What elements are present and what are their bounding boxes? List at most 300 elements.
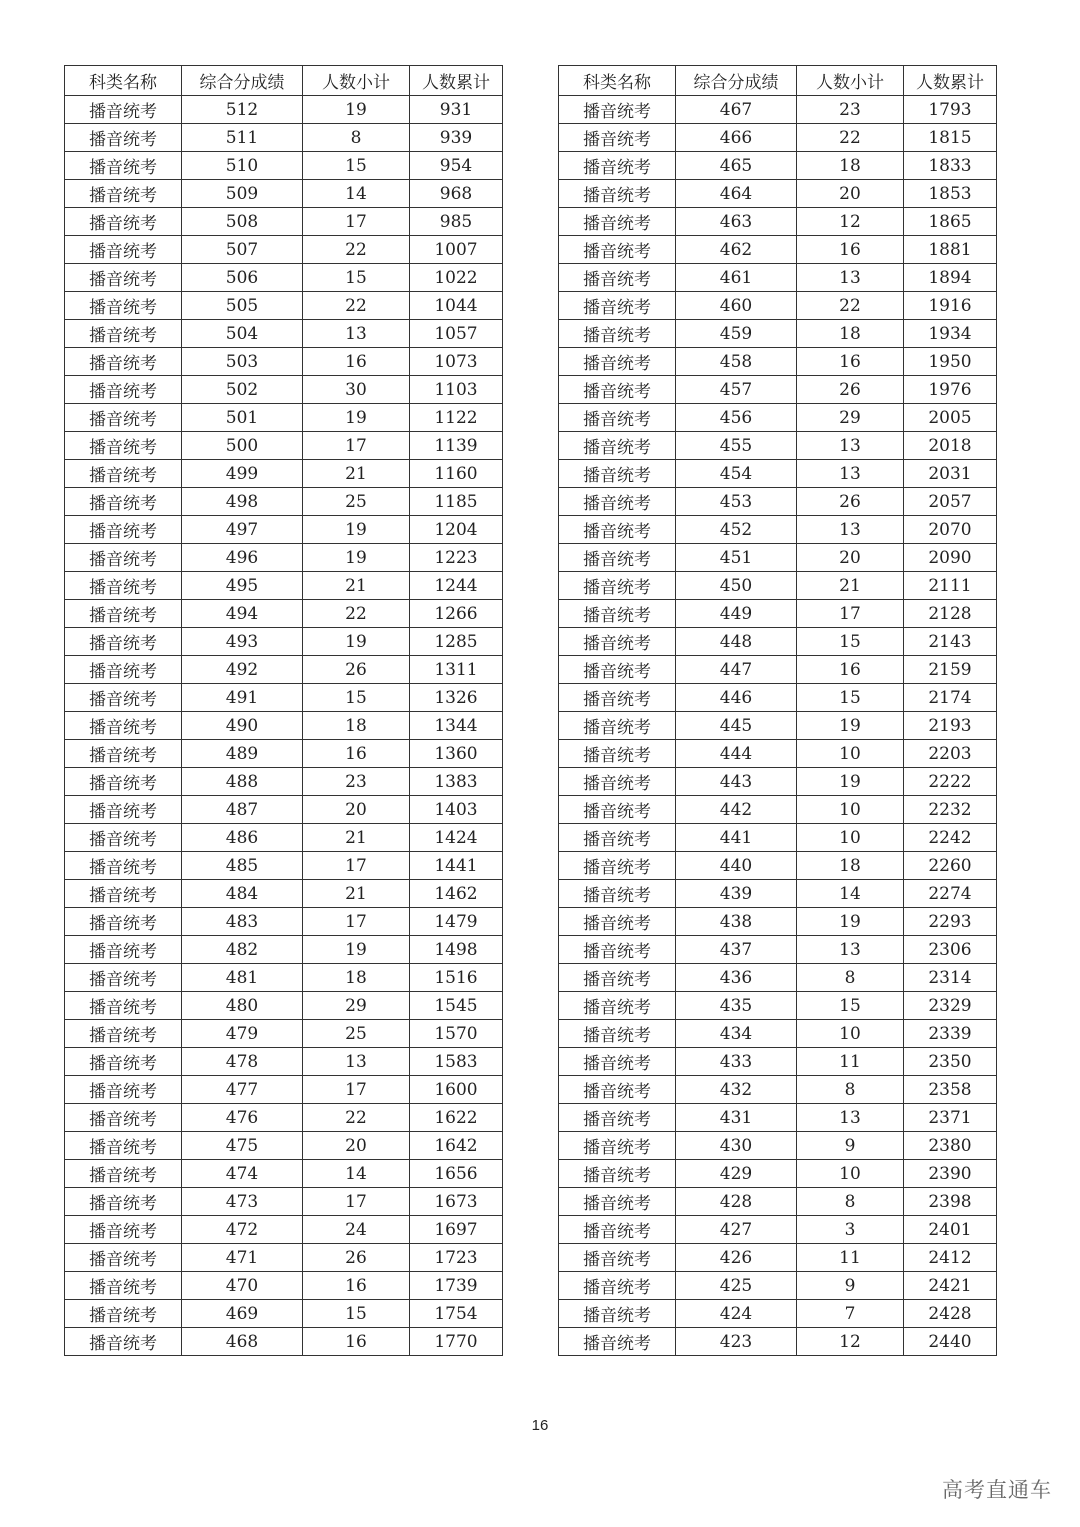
cell-category: 播音统考 bbox=[559, 1104, 676, 1132]
cell-cumulative: 2057 bbox=[904, 488, 997, 516]
cell-count: 19 bbox=[303, 516, 410, 544]
cell-cumulative: 2421 bbox=[904, 1272, 997, 1300]
cell-score: 443 bbox=[676, 768, 797, 796]
cell-category: 播音统考 bbox=[65, 1216, 182, 1244]
table-row bbox=[559, 264, 997, 292]
cell-category: 播音统考 bbox=[559, 1216, 676, 1244]
table-row bbox=[65, 600, 503, 628]
cell-score: 484 bbox=[182, 880, 303, 908]
cell-count: 16 bbox=[303, 740, 410, 768]
cell-count: 17 bbox=[303, 1076, 410, 1104]
cell-cumulative: 2398 bbox=[904, 1188, 997, 1216]
table-row bbox=[65, 740, 503, 768]
cell-count: 22 bbox=[303, 1104, 410, 1132]
cell-count: 19 bbox=[303, 936, 410, 964]
cell-count: 13 bbox=[797, 460, 904, 488]
cell-cumulative: 1044 bbox=[410, 292, 503, 320]
table-row bbox=[559, 376, 997, 404]
cell-category: 播音统考 bbox=[65, 516, 182, 544]
cell-cumulative: 2350 bbox=[904, 1048, 997, 1076]
cell-score: 485 bbox=[182, 852, 303, 880]
table-row bbox=[65, 1048, 503, 1076]
cell-cumulative: 1244 bbox=[410, 572, 503, 600]
cell-cumulative: 1934 bbox=[904, 320, 997, 348]
cell-category: 播音统考 bbox=[559, 292, 676, 320]
cell-cumulative: 1739 bbox=[410, 1272, 503, 1300]
cell-cumulative: 2128 bbox=[904, 600, 997, 628]
cell-score: 426 bbox=[676, 1244, 797, 1272]
cell-score: 473 bbox=[182, 1188, 303, 1216]
cell-cumulative: 1160 bbox=[410, 460, 503, 488]
cell-count: 15 bbox=[797, 992, 904, 1020]
cell-count: 22 bbox=[303, 600, 410, 628]
cell-category: 播音统考 bbox=[559, 1272, 676, 1300]
cell-cumulative: 1516 bbox=[410, 964, 503, 992]
header-cumulative: 人数累计 bbox=[410, 66, 503, 96]
cell-count: 26 bbox=[797, 376, 904, 404]
cell-category: 播音统考 bbox=[559, 880, 676, 908]
cell-count: 9 bbox=[797, 1132, 904, 1160]
cell-score: 459 bbox=[676, 320, 797, 348]
table-row bbox=[65, 1132, 503, 1160]
cell-cumulative: 2274 bbox=[904, 880, 997, 908]
cell-count: 22 bbox=[303, 236, 410, 264]
header-category: 科类名称 bbox=[65, 66, 182, 96]
cell-category: 播音统考 bbox=[65, 684, 182, 712]
cell-cumulative: 1570 bbox=[410, 1020, 503, 1048]
table-row bbox=[65, 208, 503, 236]
cell-category: 播音统考 bbox=[559, 600, 676, 628]
cell-count: 15 bbox=[303, 152, 410, 180]
cell-cumulative: 931 bbox=[410, 96, 503, 124]
cell-category: 播音统考 bbox=[65, 1132, 182, 1160]
cell-count: 23 bbox=[303, 768, 410, 796]
cell-score: 502 bbox=[182, 376, 303, 404]
table-row bbox=[65, 1188, 503, 1216]
table-row bbox=[65, 96, 503, 124]
cell-category: 播音统考 bbox=[65, 992, 182, 1020]
cell-cumulative: 2390 bbox=[904, 1160, 997, 1188]
cell-score: 458 bbox=[676, 348, 797, 376]
cell-cumulative: 1185 bbox=[410, 488, 503, 516]
cell-score: 475 bbox=[182, 1132, 303, 1160]
table-row bbox=[65, 460, 503, 488]
cell-score: 442 bbox=[676, 796, 797, 824]
table-row bbox=[559, 768, 997, 796]
cell-cumulative: 1894 bbox=[904, 264, 997, 292]
cell-count: 17 bbox=[303, 852, 410, 880]
cell-category: 播音统考 bbox=[559, 740, 676, 768]
header-score: 综合分成绩 bbox=[182, 66, 303, 96]
cell-cumulative: 1656 bbox=[410, 1160, 503, 1188]
cell-count: 8 bbox=[303, 124, 410, 152]
cell-category: 播音统考 bbox=[65, 348, 182, 376]
cell-score: 438 bbox=[676, 908, 797, 936]
cell-count: 9 bbox=[797, 1272, 904, 1300]
table-row bbox=[559, 236, 997, 264]
cell-cumulative: 1976 bbox=[904, 376, 997, 404]
watermark-text: 高考直通车 bbox=[942, 1478, 1052, 1502]
table-row bbox=[65, 152, 503, 180]
cell-category: 播音统考 bbox=[559, 1048, 676, 1076]
table-row bbox=[65, 292, 503, 320]
cell-cumulative: 1545 bbox=[410, 992, 503, 1020]
cell-category: 播音统考 bbox=[65, 1048, 182, 1076]
cell-count: 21 bbox=[303, 572, 410, 600]
cell-count: 10 bbox=[797, 1020, 904, 1048]
table-row bbox=[559, 348, 997, 376]
cell-score: 503 bbox=[182, 348, 303, 376]
cell-category: 播音统考 bbox=[65, 404, 182, 432]
cell-category: 播音统考 bbox=[65, 1300, 182, 1328]
cell-count: 3 bbox=[797, 1216, 904, 1244]
cell-cumulative: 2401 bbox=[904, 1216, 997, 1244]
table-row bbox=[65, 404, 503, 432]
cell-count: 13 bbox=[797, 936, 904, 964]
table-row bbox=[559, 1076, 997, 1104]
score-table-right bbox=[558, 65, 997, 1356]
cell-count: 15 bbox=[303, 264, 410, 292]
cell-score: 500 bbox=[182, 432, 303, 460]
cell-count: 13 bbox=[797, 432, 904, 460]
cell-score: 425 bbox=[676, 1272, 797, 1300]
table-row bbox=[65, 1328, 503, 1356]
cell-score: 464 bbox=[676, 180, 797, 208]
cell-score: 490 bbox=[182, 712, 303, 740]
cell-count: 26 bbox=[303, 656, 410, 684]
table-row bbox=[65, 1216, 503, 1244]
cell-score: 471 bbox=[182, 1244, 303, 1272]
cell-score: 432 bbox=[676, 1076, 797, 1104]
cell-category: 播音统考 bbox=[65, 264, 182, 292]
cell-score: 433 bbox=[676, 1048, 797, 1076]
cell-score: 508 bbox=[182, 208, 303, 236]
cell-score: 429 bbox=[676, 1160, 797, 1188]
cell-category: 播音统考 bbox=[65, 180, 182, 208]
table-row bbox=[65, 1076, 503, 1104]
cell-category: 播音统考 bbox=[65, 1104, 182, 1132]
cell-count: 22 bbox=[303, 292, 410, 320]
cell-cumulative: 1865 bbox=[904, 208, 997, 236]
cell-category: 播音统考 bbox=[559, 208, 676, 236]
cell-cumulative: 1916 bbox=[904, 292, 997, 320]
cell-count: 21 bbox=[303, 880, 410, 908]
cell-cumulative: 2222 bbox=[904, 768, 997, 796]
cell-score: 507 bbox=[182, 236, 303, 264]
cell-category: 播音统考 bbox=[559, 1160, 676, 1188]
cell-category: 播音统考 bbox=[65, 152, 182, 180]
cell-score: 488 bbox=[182, 768, 303, 796]
cell-cumulative: 1673 bbox=[410, 1188, 503, 1216]
cell-cumulative: 2293 bbox=[904, 908, 997, 936]
cell-count: 21 bbox=[797, 572, 904, 600]
cell-cumulative: 1600 bbox=[410, 1076, 503, 1104]
cell-count: 16 bbox=[797, 656, 904, 684]
table-row bbox=[65, 180, 503, 208]
cell-score: 441 bbox=[676, 824, 797, 852]
cell-cumulative: 2380 bbox=[904, 1132, 997, 1160]
cell-category: 播音统考 bbox=[559, 124, 676, 152]
cell-score: 509 bbox=[182, 180, 303, 208]
cell-cumulative: 2339 bbox=[904, 1020, 997, 1048]
cell-score: 483 bbox=[182, 908, 303, 936]
cell-category: 播音统考 bbox=[65, 824, 182, 852]
cell-category: 播音统考 bbox=[559, 320, 676, 348]
table-row bbox=[559, 460, 997, 488]
table-row bbox=[65, 236, 503, 264]
cell-cumulative: 2090 bbox=[904, 544, 997, 572]
cell-category: 播音统考 bbox=[559, 964, 676, 992]
cell-score: 427 bbox=[676, 1216, 797, 1244]
cell-category: 播音统考 bbox=[65, 600, 182, 628]
cell-score: 510 bbox=[182, 152, 303, 180]
header-count: 人数小计 bbox=[303, 66, 410, 96]
cell-count: 17 bbox=[303, 1188, 410, 1216]
cell-count: 10 bbox=[797, 824, 904, 852]
score-table-left bbox=[64, 65, 503, 1356]
cell-cumulative: 1204 bbox=[410, 516, 503, 544]
table-row bbox=[65, 488, 503, 516]
table-row bbox=[65, 1020, 503, 1048]
cell-score: 424 bbox=[676, 1300, 797, 1328]
table-row bbox=[559, 1188, 997, 1216]
table-row bbox=[65, 516, 503, 544]
table-row bbox=[559, 96, 997, 124]
cell-score: 482 bbox=[182, 936, 303, 964]
cell-count: 17 bbox=[303, 208, 410, 236]
cell-category: 播音统考 bbox=[559, 488, 676, 516]
table-row bbox=[65, 264, 503, 292]
cell-score: 493 bbox=[182, 628, 303, 656]
cell-score: 434 bbox=[676, 1020, 797, 1048]
table-row bbox=[559, 1216, 997, 1244]
table-row bbox=[559, 516, 997, 544]
cell-category: 播音统考 bbox=[559, 1300, 676, 1328]
cell-score: 440 bbox=[676, 852, 797, 880]
cell-cumulative: 968 bbox=[410, 180, 503, 208]
cell-count: 16 bbox=[303, 348, 410, 376]
cell-count: 11 bbox=[797, 1048, 904, 1076]
cell-cumulative: 1498 bbox=[410, 936, 503, 964]
cell-category: 播音统考 bbox=[559, 992, 676, 1020]
cell-score: 430 bbox=[676, 1132, 797, 1160]
table-row bbox=[559, 712, 997, 740]
cell-category: 播音统考 bbox=[559, 824, 676, 852]
cell-category: 播音统考 bbox=[65, 292, 182, 320]
cell-category: 播音统考 bbox=[65, 432, 182, 460]
table-row bbox=[559, 1272, 997, 1300]
cell-category: 播音统考 bbox=[559, 544, 676, 572]
cell-score: 447 bbox=[676, 656, 797, 684]
cell-count: 8 bbox=[797, 1188, 904, 1216]
cell-category: 播音统考 bbox=[65, 1076, 182, 1104]
cell-count: 14 bbox=[303, 180, 410, 208]
cell-cumulative: 1583 bbox=[410, 1048, 503, 1076]
table-row bbox=[65, 320, 503, 348]
cell-score: 449 bbox=[676, 600, 797, 628]
table-row bbox=[65, 432, 503, 460]
cell-count: 10 bbox=[797, 1160, 904, 1188]
cell-cumulative: 2018 bbox=[904, 432, 997, 460]
cell-score: 457 bbox=[676, 376, 797, 404]
table-row bbox=[559, 432, 997, 460]
cell-score: 470 bbox=[182, 1272, 303, 1300]
cell-category: 播音统考 bbox=[65, 208, 182, 236]
cell-score: 468 bbox=[182, 1328, 303, 1356]
cell-cumulative: 1403 bbox=[410, 796, 503, 824]
cell-category: 播音统考 bbox=[559, 1244, 676, 1272]
cell-cumulative: 1223 bbox=[410, 544, 503, 572]
cell-cumulative: 2371 bbox=[904, 1104, 997, 1132]
cell-cumulative: 2329 bbox=[904, 992, 997, 1020]
cell-score: 495 bbox=[182, 572, 303, 600]
cell-count: 21 bbox=[303, 460, 410, 488]
cell-category: 播音统考 bbox=[65, 544, 182, 572]
cell-category: 播音统考 bbox=[559, 1020, 676, 1048]
cell-category: 播音统考 bbox=[65, 1272, 182, 1300]
cell-score: 477 bbox=[182, 1076, 303, 1104]
table-row bbox=[65, 124, 503, 152]
cell-cumulative: 1462 bbox=[410, 880, 503, 908]
table-row bbox=[559, 320, 997, 348]
cell-cumulative: 1057 bbox=[410, 320, 503, 348]
cell-category: 播音统考 bbox=[65, 768, 182, 796]
cell-score: 431 bbox=[676, 1104, 797, 1132]
cell-cumulative: 2174 bbox=[904, 684, 997, 712]
cell-score: 446 bbox=[676, 684, 797, 712]
cell-count: 18 bbox=[797, 152, 904, 180]
cell-score: 450 bbox=[676, 572, 797, 600]
cell-score: 498 bbox=[182, 488, 303, 516]
cell-category: 播音统考 bbox=[65, 880, 182, 908]
cell-score: 491 bbox=[182, 684, 303, 712]
table-row bbox=[559, 796, 997, 824]
cell-score: 461 bbox=[676, 264, 797, 292]
cell-count: 14 bbox=[797, 880, 904, 908]
cell-category: 播音统考 bbox=[559, 628, 676, 656]
cell-count: 18 bbox=[303, 712, 410, 740]
cell-cumulative: 2440 bbox=[904, 1328, 997, 1356]
cell-count: 17 bbox=[303, 908, 410, 936]
cell-count: 21 bbox=[303, 824, 410, 852]
cell-category: 播音统考 bbox=[559, 1076, 676, 1104]
cell-cumulative: 954 bbox=[410, 152, 503, 180]
cell-score: 478 bbox=[182, 1048, 303, 1076]
cell-category: 播音统考 bbox=[65, 96, 182, 124]
cell-category: 播音统考 bbox=[65, 908, 182, 936]
cell-category: 播音统考 bbox=[559, 1328, 676, 1356]
header-category: 科类名称 bbox=[559, 66, 676, 96]
cell-category: 播音统考 bbox=[559, 404, 676, 432]
cell-score: 448 bbox=[676, 628, 797, 656]
cell-score: 460 bbox=[676, 292, 797, 320]
cell-count: 23 bbox=[797, 96, 904, 124]
cell-count: 19 bbox=[303, 544, 410, 572]
cell-score: 501 bbox=[182, 404, 303, 432]
cell-cumulative: 1326 bbox=[410, 684, 503, 712]
cell-score: 462 bbox=[676, 236, 797, 264]
table-row bbox=[65, 1300, 503, 1328]
cell-score: 476 bbox=[182, 1104, 303, 1132]
cell-category: 播音统考 bbox=[559, 684, 676, 712]
cell-cumulative: 2242 bbox=[904, 824, 997, 852]
cell-cumulative: 1479 bbox=[410, 908, 503, 936]
table-row bbox=[65, 768, 503, 796]
cell-score: 439 bbox=[676, 880, 797, 908]
cell-cumulative: 1697 bbox=[410, 1216, 503, 1244]
cell-cumulative: 1622 bbox=[410, 1104, 503, 1132]
cell-category: 播音统考 bbox=[559, 796, 676, 824]
cell-cumulative: 985 bbox=[410, 208, 503, 236]
cell-count: 22 bbox=[797, 292, 904, 320]
table-body-left bbox=[65, 96, 503, 1356]
cell-count: 8 bbox=[797, 964, 904, 992]
table-row bbox=[559, 684, 997, 712]
cell-score: 466 bbox=[676, 124, 797, 152]
table-row bbox=[559, 936, 997, 964]
cell-score: 494 bbox=[182, 600, 303, 628]
cell-cumulative: 1073 bbox=[410, 348, 503, 376]
cell-score: 472 bbox=[182, 1216, 303, 1244]
cell-category: 播音统考 bbox=[65, 1244, 182, 1272]
cell-category: 播音统考 bbox=[65, 964, 182, 992]
cell-score: 511 bbox=[182, 124, 303, 152]
cell-cumulative: 1007 bbox=[410, 236, 503, 264]
cell-category: 播音统考 bbox=[65, 740, 182, 768]
cell-category: 播音统考 bbox=[65, 852, 182, 880]
cell-cumulative: 1383 bbox=[410, 768, 503, 796]
cell-score: 479 bbox=[182, 1020, 303, 1048]
table-row bbox=[559, 1020, 997, 1048]
table-row bbox=[559, 964, 997, 992]
cell-category: 播音统考 bbox=[559, 852, 676, 880]
cell-cumulative: 2358 bbox=[904, 1076, 997, 1104]
cell-count: 26 bbox=[303, 1244, 410, 1272]
cell-cumulative: 1441 bbox=[410, 852, 503, 880]
cell-category: 播音统考 bbox=[65, 124, 182, 152]
cell-count: 13 bbox=[797, 1104, 904, 1132]
cell-score: 435 bbox=[676, 992, 797, 1020]
table-row bbox=[559, 852, 997, 880]
cell-cumulative: 1950 bbox=[904, 348, 997, 376]
cell-cumulative: 2005 bbox=[904, 404, 997, 432]
cell-cumulative: 1285 bbox=[410, 628, 503, 656]
cell-cumulative: 1770 bbox=[410, 1328, 503, 1356]
table-row bbox=[559, 1328, 997, 1356]
cell-score: 428 bbox=[676, 1188, 797, 1216]
cell-count: 17 bbox=[303, 432, 410, 460]
cell-count: 18 bbox=[797, 320, 904, 348]
cell-count: 13 bbox=[797, 264, 904, 292]
table-row bbox=[559, 908, 997, 936]
table-row bbox=[65, 348, 503, 376]
cell-category: 播音统考 bbox=[65, 572, 182, 600]
cell-cumulative: 1833 bbox=[904, 152, 997, 180]
cell-count: 18 bbox=[303, 964, 410, 992]
cell-count: 16 bbox=[797, 236, 904, 264]
cell-category: 播音统考 bbox=[65, 712, 182, 740]
cell-cumulative: 1360 bbox=[410, 740, 503, 768]
cell-cumulative: 2428 bbox=[904, 1300, 997, 1328]
cell-score: 467 bbox=[676, 96, 797, 124]
cell-cumulative: 2070 bbox=[904, 516, 997, 544]
table-row bbox=[65, 1272, 503, 1300]
cell-score: 437 bbox=[676, 936, 797, 964]
table-row bbox=[65, 880, 503, 908]
cell-category: 播音统考 bbox=[65, 936, 182, 964]
cell-count: 18 bbox=[797, 852, 904, 880]
table-row bbox=[65, 544, 503, 572]
